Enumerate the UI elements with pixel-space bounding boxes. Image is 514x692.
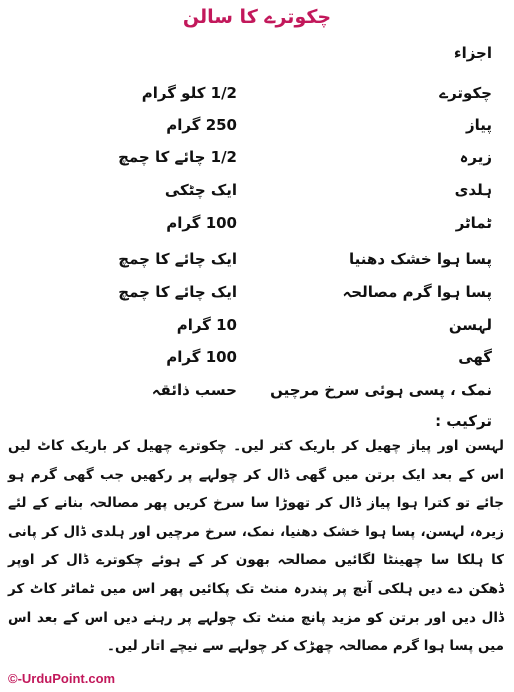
ingredient-quantity: 250 گرام bbox=[166, 116, 237, 134]
ingredient-name: زیرہ bbox=[459, 148, 492, 166]
ingredient-row bbox=[52, 348, 492, 374]
ingredient-name: ٹماٹر bbox=[455, 214, 492, 232]
ingredient-row bbox=[52, 316, 492, 342]
ingredient-quantity: ایک چٹکی bbox=[164, 181, 237, 199]
ingredient-name: پسا ہوا خشک دھنیا bbox=[349, 250, 492, 268]
ingredient-row bbox=[52, 148, 492, 174]
ingredient-name: ہلدی bbox=[454, 181, 492, 199]
ingredient-row bbox=[52, 84, 492, 110]
ingredient-row bbox=[52, 381, 492, 407]
ingredient-quantity: 100 گرام bbox=[166, 214, 237, 232]
ingredient-quantity: 1/2 کلو گرام bbox=[141, 84, 237, 102]
ingredient-row bbox=[52, 214, 492, 240]
ingredient-quantity: ایک چائے کا چمچ bbox=[118, 250, 237, 268]
ingredient-name: لہسن bbox=[448, 316, 492, 334]
ingredients-heading: اجزاء bbox=[453, 44, 492, 62]
ingredient-name: پیاز bbox=[465, 116, 492, 134]
ingredient-name: چکوترے bbox=[439, 84, 492, 102]
ingredient-row bbox=[52, 250, 492, 276]
page-title: چکوترے کا سالن bbox=[182, 6, 332, 28]
ingredient-quantity: حسب ذائقہ bbox=[151, 381, 237, 399]
ingredient-quantity: 10 گرام bbox=[176, 316, 237, 334]
ingredient-quantity: 1/2 چائے کا چمچ bbox=[118, 148, 237, 166]
method-heading: ترکیب : bbox=[435, 412, 492, 430]
ingredient-name: پسا ہوا گرم مصالحہ bbox=[342, 283, 492, 301]
ingredient-row bbox=[52, 283, 492, 309]
urdupoint-watermark: ©-UrduPoint.com bbox=[8, 671, 116, 686]
ingredient-row bbox=[52, 181, 492, 207]
ingredient-name: نمک ، پسی ہوئی سرخ مرچیں bbox=[270, 381, 492, 399]
ingredient-row bbox=[52, 116, 492, 142]
ingredient-name: گھی bbox=[458, 348, 492, 366]
ingredient-quantity: ایک چائے کا چمچ bbox=[118, 283, 237, 301]
method-text: لہسن اور پیاز چھیل کر باریک کتر لیں۔ چکوترے چھیل کر باریک کاٹ لیں اس کے بعد ایک برتن میں گھی ڈال کر چولہے پر رکھیں جب گھی گرم ہو جائے تو کترا ہوا پیاز ڈال کر تھوڑا سا سرخ کریں پھر مصالحہ بنانے کے لئے زیرہ، لہسن، پسا ہوا خشک دھنیا، نمک، سرخ مرچیں اور ہلدی ڈال کر پانی کا ہلکا سا چھینٹا لگائیں مصالحہ بھون کر کے ہوئے چکوترے ڈال کر اوپر ڈھکن دے دیں ہلکی آنچ پر پندرہ منٹ تک پکائیں پھر اس میں ٹماٹر کاٹ کر ڈال دیں اور برتن کو مزید پانچ منٹ تک چولہے پر رہنے دیں اس کے بعد اس میں پسا ہوا گرم مصالحہ چھڑک کر چولہے سے نیچے اتار لیں۔ bbox=[8, 438, 504, 655]
ingredient-quantity: 100 گرام bbox=[166, 348, 237, 366]
